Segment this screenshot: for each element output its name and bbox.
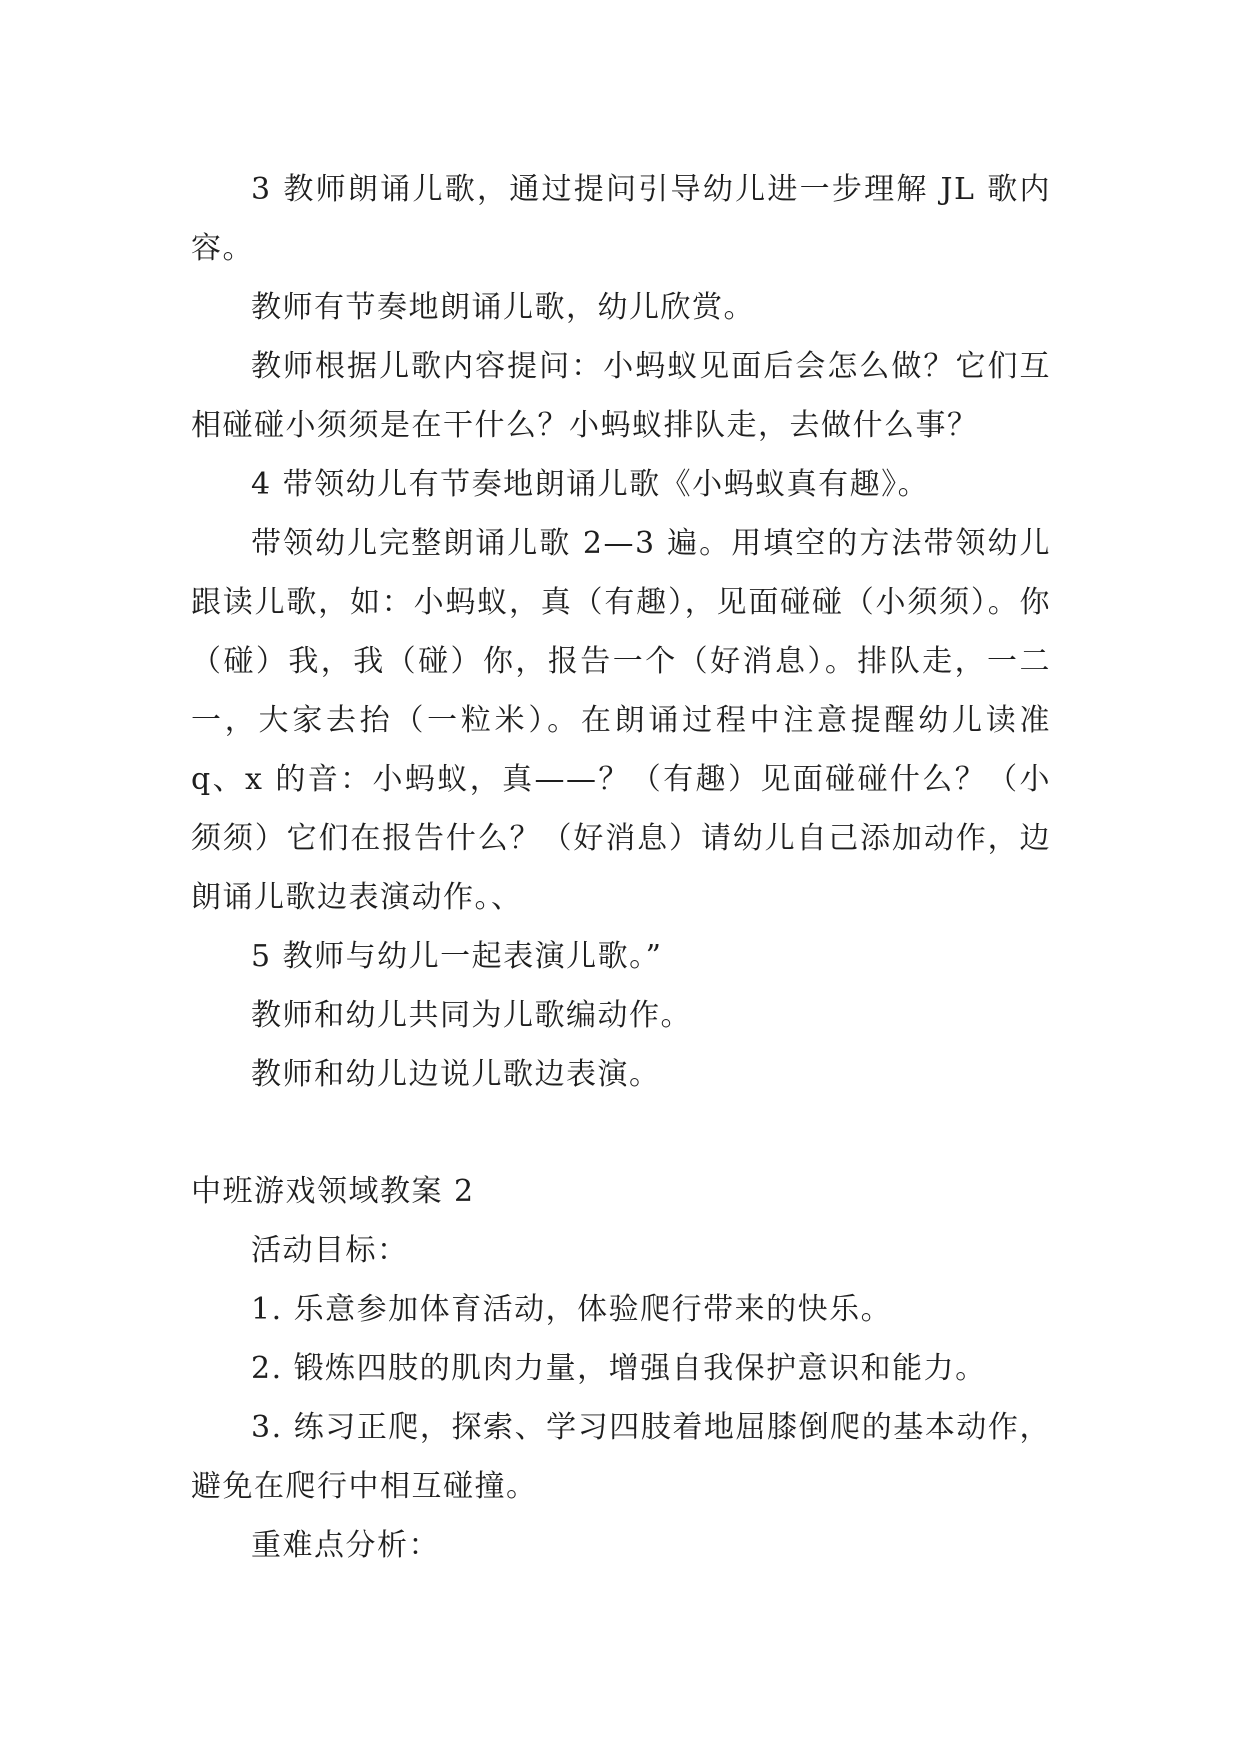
paragraph-objectives-label: 活动目标：	[251, 1233, 409, 1268]
paragraph-perform: 教师和幼儿边说儿歌边表演。	[251, 1057, 661, 1092]
paragraph-objective-3: 3. 练习正爬，探索、学习四肢着地屈膝倒爬的基本动作，避免在爬行中相互碰撞。	[191, 1410, 1051, 1504]
paragraph-key-points-label: 重难点分析：	[251, 1528, 440, 1563]
paragraph-objective-1: 1. 乐意参加体育活动，体验爬行带来的快乐。	[251, 1292, 893, 1327]
document-body	[191, 160, 1051, 1575]
section-title: 中班游戏领域教案 2	[191, 1174, 475, 1209]
paragraph-step-4: 4 带领幼儿有节奏地朗诵儿歌《小蚂蚁真有趣》。	[251, 467, 930, 502]
paragraph-objective-2: 2. 锻炼四肢的肌肉力量，增强自我保护意识和能力。	[251, 1351, 987, 1386]
paragraph-teacher-recite: 教师有节奏地朗诵儿歌，幼儿欣赏。	[251, 290, 755, 325]
paragraph-step-3: 3 教师朗诵儿歌，通过提问引导幼儿进一步理解 JL 歌内容。	[191, 172, 1051, 266]
paragraph-fill-in-reading: 带领幼儿完整朗诵儿歌 2—3 遍。用填空的方法带领幼儿跟读儿歌，如：小蚂蚁，真（有趣），见面碰碰（小须须）。你（碰）我，我（碰）你，报告一个（好消息）。排队走，一二一，大家去抬（一粒米）。在朗诵过程中注意提醒幼儿读准 q、x 的音：小蚂蚁，真——？（有趣）见面碰碰什么？（小须须）它们在报告什么？（好消息）请幼儿自己添加动作，边朗诵儿歌边表演动作。、	[191, 526, 1051, 915]
paragraph-teacher-questions: 教师根据儿歌内容提问：小蚂蚁见面后会怎么做？它们互相碰碰小须须是在干什么？小蚂蚁排队走，去做什么事？	[191, 349, 1051, 443]
paragraph-create-actions: 教师和幼儿共同为儿歌编动作。	[251, 998, 692, 1033]
paragraph-step-5: 5 教师与幼儿一起表演儿歌。”	[251, 939, 663, 974]
